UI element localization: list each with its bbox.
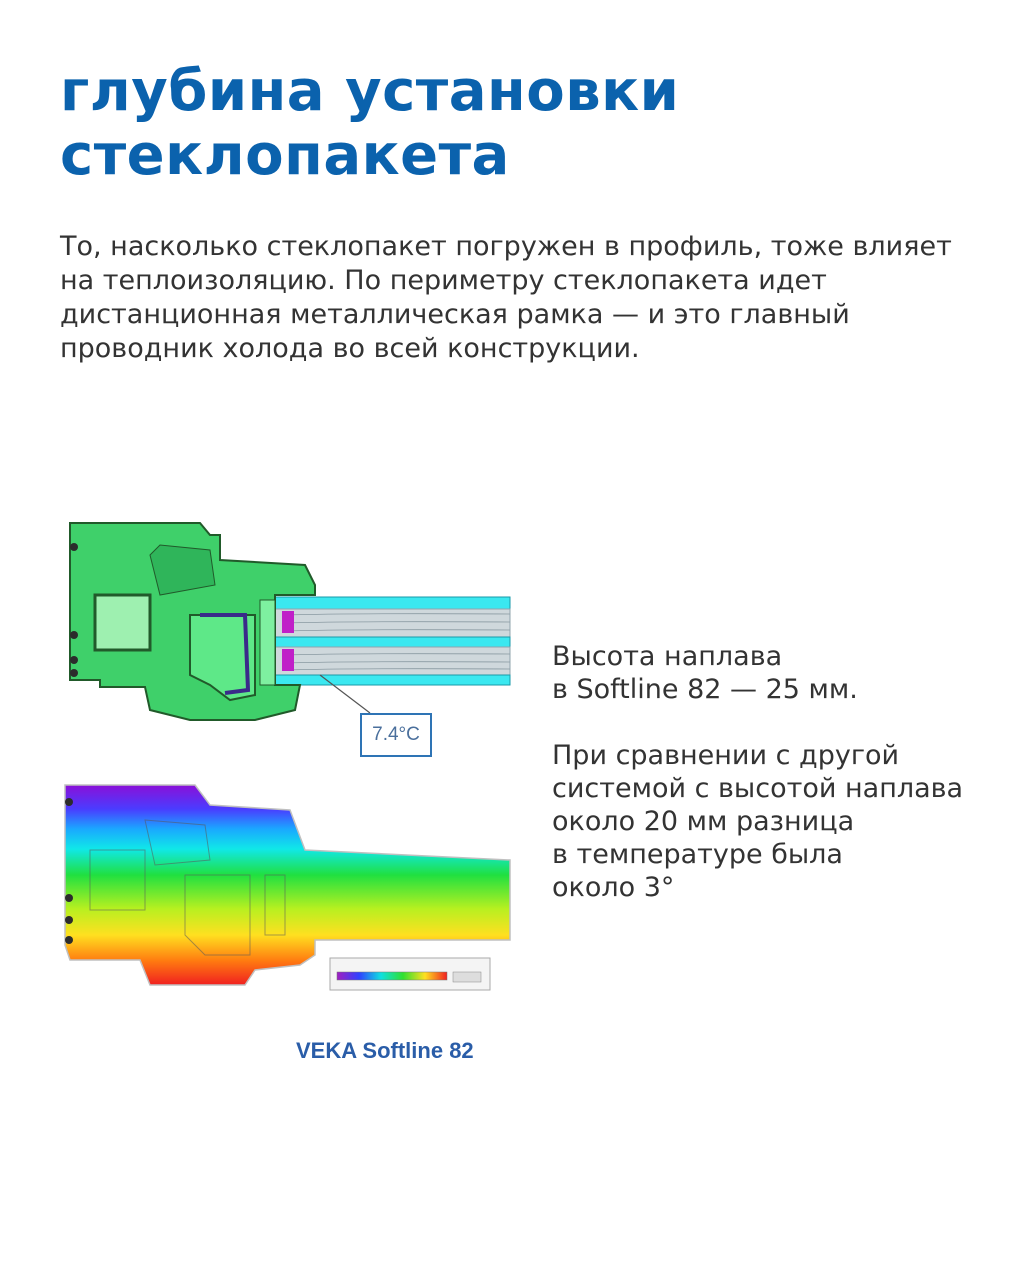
intro-line: проводник холода во всей конструкции. (60, 333, 640, 364)
page-title (60, 60, 960, 188)
side-note-line: в температуре была (552, 839, 843, 870)
paragraph-gap (552, 706, 982, 739)
title-line-1: глубина установки (60, 59, 680, 124)
temperature-label: 7.4°C (360, 713, 432, 757)
intro-line: на теплоизоляцию. По периметру стеклопакета идет (60, 265, 827, 296)
intro-line: дистанционная металлическая рамка — и это главный (60, 299, 850, 330)
side-note-line: системой с высотой наплава (552, 773, 964, 804)
profile-section-diagram (60, 515, 520, 765)
side-note-line: около 20 мм разница (552, 806, 855, 837)
thermal-gradient-diagram (55, 780, 515, 995)
side-note-line: в Softline 82 — 25 мм. (552, 674, 858, 705)
figure-caption: VEKA Softline 82 (296, 1038, 474, 1063)
intro-paragraph (60, 230, 960, 366)
side-note-line: При сравнении с другой (552, 740, 900, 771)
side-note-line: около 3° (552, 872, 675, 903)
side-note (552, 640, 982, 904)
title-line-2: стеклопакета (60, 123, 510, 188)
side-note-line: Высота наплава (552, 641, 783, 672)
intro-line: То, насколько стеклопакет погружен в профиль, тоже влияет (60, 231, 952, 262)
